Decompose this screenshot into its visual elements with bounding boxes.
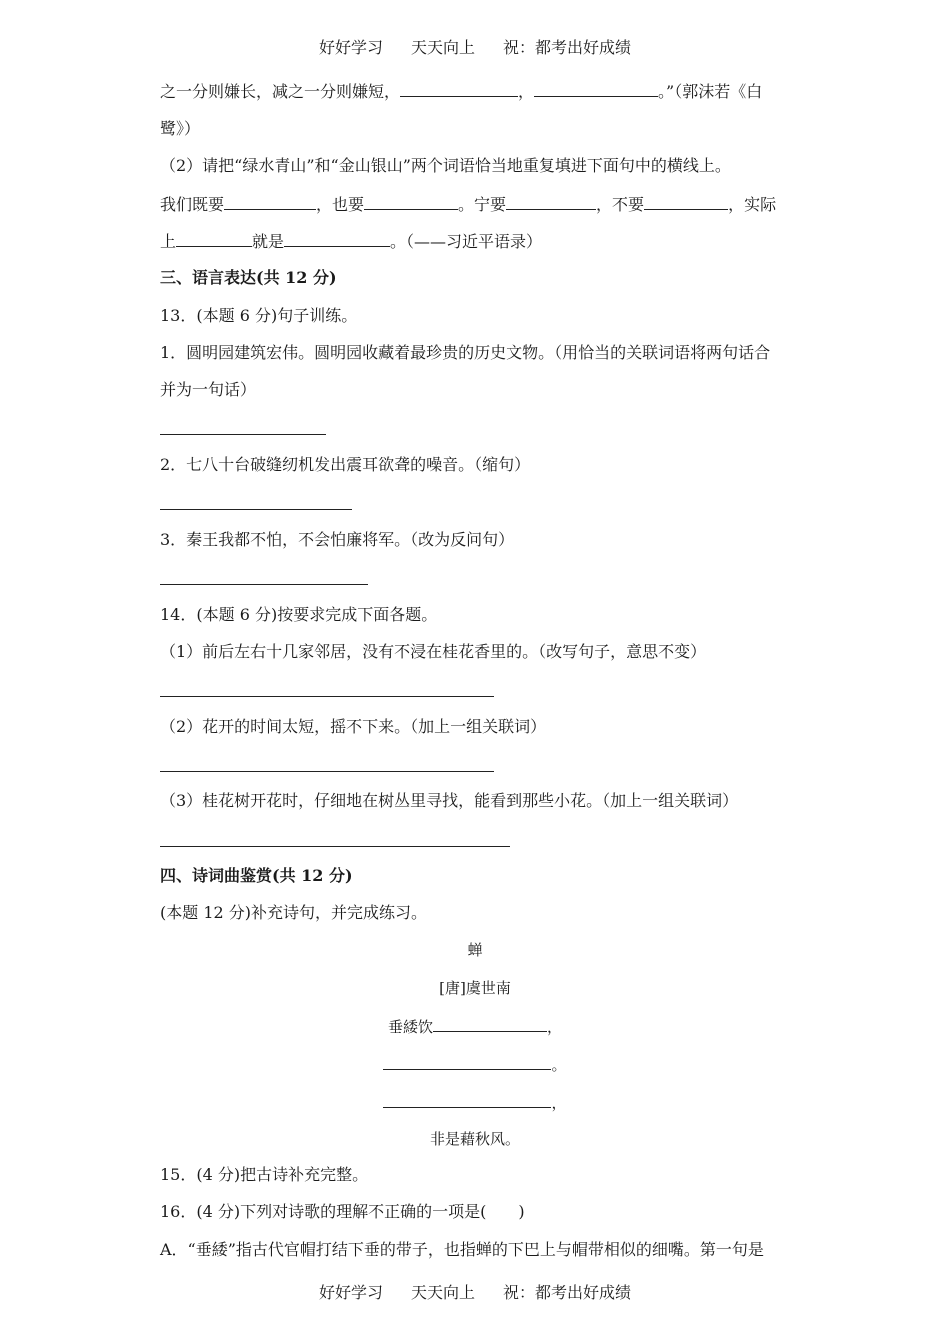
q14-1-prompt: （1）前后左右十几家邻居，没有不浸在桂花香里的。（改写句子，意思不变） — [160, 642, 707, 661]
poem-text: 垂緌饮 — [387, 1018, 433, 1036]
answer-line[interactable] — [160, 434, 326, 435]
answer-line[interactable] — [160, 509, 352, 510]
poem-punct: 。 — [551, 1056, 567, 1074]
q12-2-text: 就是 — [252, 232, 285, 251]
q12-2-text: ，也要 — [316, 195, 365, 214]
q12-2-text: ，不要 — [596, 195, 645, 214]
poem-line-1 — [0, 1016, 950, 1037]
section-4-title: 四、诗词曲鉴赏(共 12 分) — [160, 866, 353, 885]
header-motto-1: 好好学习 — [318, 38, 383, 57]
fill-blank[interactable] — [433, 1016, 547, 1032]
footer-motto-1: 好好学习 — [318, 1283, 383, 1302]
poem-punct: ， — [551, 1094, 567, 1112]
page-footer — [0, 1283, 950, 1303]
poem-line-4: 非是藉秋风。 — [429, 1130, 520, 1148]
section-3-title: 三、语言表达(共 12 分) — [160, 268, 337, 287]
poem-author: [唐]虞世南 — [439, 979, 511, 997]
q16-option-a: A．“垂緌”指古代官帽打结下垂的带子，也指蝉的下巴上与帽带相似的细嘴。第一句是 — [160, 1240, 764, 1259]
fill-blank[interactable] — [644, 194, 728, 210]
q12-2-text: 上 — [160, 232, 177, 251]
header-motto-3: 祝：都考出好成绩 — [503, 38, 632, 57]
poem-title: 蝉 — [467, 941, 483, 959]
answer-line[interactable] — [160, 846, 510, 847]
poem-punct: ， — [547, 1018, 563, 1036]
poem-intro: (本题 12 分)补充诗句，并完成练习。 — [160, 903, 428, 922]
quote-text-b: ， — [518, 82, 535, 101]
fill-blank[interactable] — [176, 231, 252, 247]
quote-line-2: 鹭》） — [160, 119, 201, 138]
poem-line-2 — [0, 1054, 950, 1075]
q16-prompt: 16．(4 分)下列对诗歌的理解不正确的一项是( ) — [160, 1202, 525, 1221]
fill-blank[interactable] — [506, 194, 596, 210]
q15-prompt: 15．(4 分)把古诗补充完整。 — [160, 1165, 369, 1184]
q14-3-prompt: （3）桂花树开花时，仔细地在树丛里寻找，能看到那些小花。（加上一组关联词） — [160, 791, 739, 810]
fill-blank[interactable] — [364, 194, 458, 210]
q12-2-line-1 — [160, 194, 776, 215]
fill-blank[interactable] — [224, 194, 316, 210]
answer-line[interactable] — [160, 584, 368, 585]
header-motto-2: 天天向上 — [410, 38, 475, 57]
footer-motto-2: 天天向上 — [410, 1283, 475, 1302]
q12-2-text: ，实际 — [728, 195, 777, 214]
fill-blank[interactable] — [383, 1054, 551, 1070]
q13-title: 13．(本题 6 分)句子训练。 — [160, 306, 358, 325]
quote-text-c: 。”（郭沫若《白 — [658, 82, 763, 101]
q13-1-prompt-cont: 并为一句话） — [160, 380, 257, 399]
answer-line[interactable] — [160, 696, 494, 697]
q12-2-text: 我们既要 — [160, 195, 225, 214]
q14-2-prompt: （2）花开的时间太短，摇不下来。（加上一组关联词） — [160, 717, 547, 736]
q13-3-prompt: 3．秦王我都不怕，不会怕廉将军。（改为反问句） — [160, 530, 515, 549]
q12-2-prompt: （2）请把“绿水青山”和“金山银山”两个词语恰当地重复填进下面句中的横线上。 — [160, 156, 731, 175]
quote-line-1 — [160, 81, 762, 102]
poem-line-3 — [0, 1092, 950, 1113]
page-header — [0, 38, 950, 58]
q13-2-prompt: 2．七八十台破缝纫机发出震耳欲聋的噪音。（缩句） — [160, 455, 531, 474]
q12-2-text: 。（——习近平语录） — [390, 232, 543, 251]
fill-blank[interactable] — [284, 231, 390, 247]
fill-blank[interactable] — [383, 1092, 551, 1108]
fill-blank[interactable] — [400, 81, 518, 97]
quote-text-a: 之一分则嫌长，减之一分则嫌短， — [160, 82, 401, 101]
fill-blank[interactable] — [534, 81, 658, 97]
answer-line[interactable] — [160, 771, 494, 772]
q14-title: 14．(本题 6 分)按要求完成下面各题。 — [160, 605, 438, 624]
q12-2-text: 。宁要 — [458, 195, 507, 214]
q12-2-line-2 — [160, 231, 542, 252]
footer-motto-3: 祝：都考出好成绩 — [503, 1283, 632, 1302]
q13-1-prompt: 1．圆明园建筑宏伟。圆明园收藏着最珍贵的历史文物。（用恰当的关联词语将两句话合 — [160, 343, 771, 362]
